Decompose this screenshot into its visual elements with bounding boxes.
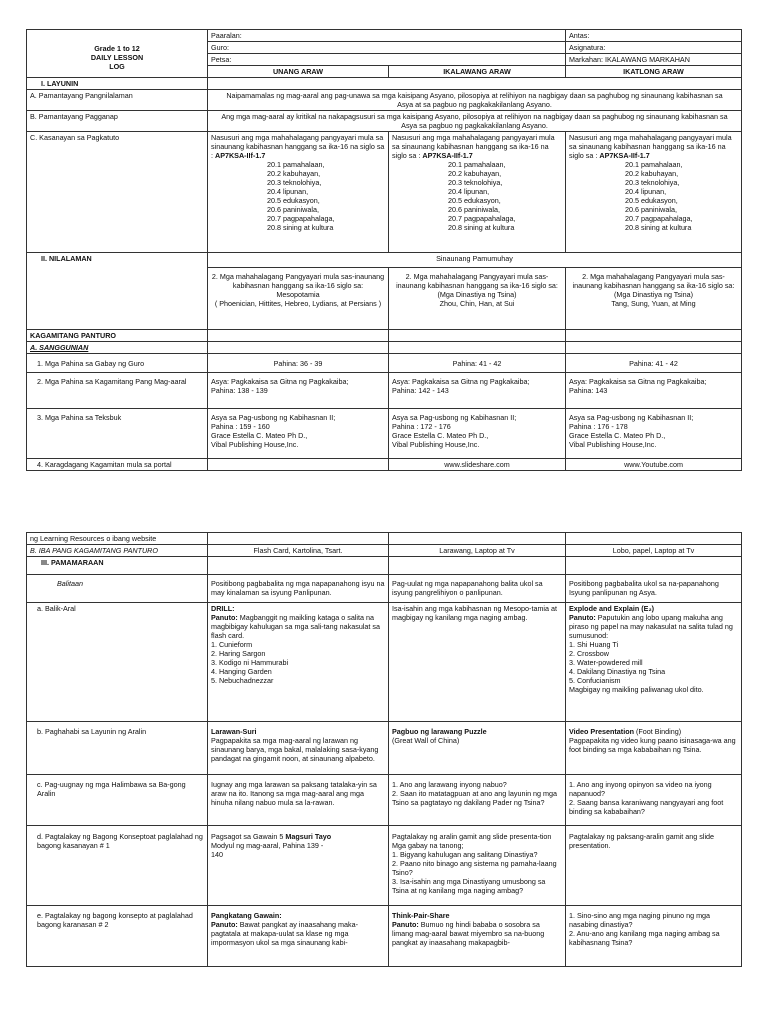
gawain-text: Pagsagot sa Gawain 5 [211, 832, 286, 841]
pamantayang-pangnilalaman-label: A. Pamantayang Pangnilalaman [27, 90, 208, 111]
nilalaman-heading: II. NILALAMAN [27, 253, 208, 330]
blank-cell [566, 557, 742, 575]
pagtalakay-1-day-3: Pagtalakay ng paksang-aralin gamit ang slide presentation. [566, 826, 742, 906]
list-item: 3. Kodigo ni Hammurabi [211, 658, 289, 667]
paghahabi-label: b. Paghahabi sa Layunin ng Aralin [27, 722, 208, 775]
kagamitan-heading: KAGAMITANG PANTURO [27, 330, 208, 342]
pamantayang-pagganap-text: Ang mga mag-aaral ay kritikal na nakapagsusuri sa mga kaisipang Asyano, pilosopiya at relihiyon na nagbigay daan sa paghubog ng sinaunang kabihasnan sa Asya sa pagbuo ng pagkakakilanlang Asyano. [208, 111, 742, 132]
balitaan-day-2: Pag-uulat ng mga napapanahong balita ukol sa isyung pangrelihiyon o panlipunan. [389, 575, 566, 603]
gabay-label: 1. Mga Pahina sa Gabay ng Guro [27, 354, 208, 373]
magsuri-tayo: Magsuri Tayo [285, 832, 332, 841]
paghahabi-day-3 [566, 722, 742, 775]
layunin-heading: I. LAYUNIN [27, 78, 208, 90]
dll-page-2 [26, 532, 741, 967]
video-presentation-text: Pagpapakita ng video kung paano isinasaga-wa ang foot binding sa mga kababaihan ng Tsina. [569, 736, 736, 754]
topic-item: 20.2 kabuhayan, [267, 169, 321, 178]
balik-aral-day-2: Isa-isahin ang mga kabihasnan ng Mesopo-tamia at magbigay ng kanilang mga naging ambag. [389, 603, 566, 722]
paghahabi-day-2 [389, 722, 566, 775]
list-item: 3. Water-powdered mill [569, 658, 643, 667]
title-line: DAILY LESSON [90, 52, 144, 62]
kasanayan-code: AP7KSA-IIf-1.7 [599, 151, 650, 160]
day-1-header: UNANG ARAW [208, 66, 389, 78]
iba-pang-day-1: Flash Card, Kartolina, Tsart. [208, 545, 389, 557]
puzzle-text: (Great Wall of China) [392, 736, 460, 745]
panuto-label: Panuto: [569, 613, 596, 622]
kagamitang-mag-aaral-day-1: Asya: Pagkakaisa sa Gitna ng Pagkakaiba; Pahina: 138 - 139 [208, 373, 389, 409]
paaralan-field: Paaralan: [208, 30, 566, 42]
gabay-day-3: Pahina: 41 - 42 [566, 354, 742, 373]
teksbuk-day-2: Asya sa Pag-usbong ng Kabihasnan II; Pahina : 172 - 176 Grace Estella C. Mateo Ph D., Vibal Publishing House,Inc. [389, 409, 566, 459]
pagtalakay-2-day-1 [208, 906, 389, 967]
title-line: Grade 1 to 12 [94, 43, 140, 53]
pangkatang-gawain-title: Pangkatang Gawain: [211, 911, 282, 920]
nilalaman-theme: Sinaunang Pamumuhay [208, 253, 742, 268]
blank-cell [389, 330, 566, 342]
pagtalakay-1-label: d. Pagtalakay ng Bagong Konseptoat paglalahad ng bagong kasanayan # 1 [27, 826, 208, 906]
dll-page-1 [26, 29, 741, 471]
kasanayan-intro: Nasusuri ang mga mahahalagang pangyayari mula sa sinaunang kabihasnan hanggang sa ika-16 na siglo sa : [211, 133, 385, 160]
kasanayan-topics [392, 160, 562, 232]
modyul-reference: Modyul ng mag-aaral, Pahina 139 - 140 [211, 841, 324, 859]
explode-explain-title: Explode and Explain (E₂) [569, 604, 655, 613]
topic-item: 20.7 pagpapahalaga, [267, 214, 335, 223]
karagdagan-day-3: www.Youtube.com [566, 459, 742, 471]
kasanayan-topics [569, 160, 738, 232]
topic-item: 20.1 pamahalaan, [448, 160, 506, 169]
balik-aral-label: a. Balik-Aral [27, 603, 208, 722]
explode-instructions [569, 613, 738, 640]
petsa-field: Petsa: [208, 54, 566, 66]
topic-item: 20.3 teknolohiya, [267, 178, 322, 187]
blank-cell [208, 533, 389, 545]
kagamitang-mag-aaral-label: 2. Mga Pahina sa Kagamitang Pang Mag-aaral [27, 373, 208, 409]
topic-item: 20.6 paniniwala, [625, 205, 677, 214]
pamantayang-pagganap-label: B. Pamantayang Pagganap [27, 111, 208, 132]
list-item: 4. Dakilang Dinastiya ng Tsina [569, 667, 666, 676]
teksbuk-day-1: Asya sa Pag-usbong ng Kabihasnan II; Pahina : 159 - 160 Grace Estella C. Mateo Ph D., Vibal Publishing House,Inc. [208, 409, 389, 459]
nilalaman-day-1: 2. Mga mahahalagang Pangyayari mula sas-inaunang kabihasnan hanggang sa ika-16 siglo sa: Mesopotamia ( Phoenician, Hittites, Hebreo, Lydians, at Persians ) [208, 268, 389, 330]
blank-cell [566, 330, 742, 342]
antas-field: Antas: [566, 30, 742, 42]
balitaan-day-3: Positibong pagbabalita ukol sa na-papanahong Isyung panlipunan ng Asya. [566, 575, 742, 603]
topic-item: 20.8 sining at kultura [448, 223, 515, 232]
portal-continued-label: ng Learning Resources o ibang website [27, 533, 208, 545]
topic-item: 20.5 edukasyon, [448, 196, 501, 205]
video-presentation-title: Video Presentation [569, 727, 634, 736]
balitaan-label: Balitaan [27, 575, 208, 603]
drill-title: DRILL: [211, 604, 235, 613]
dll-title [27, 30, 208, 78]
kagamitang-mag-aaral-day-2: Asya: Pagkakaisa sa Gitna ng Pagkakaiba; Pahina: 142 - 143 [389, 373, 566, 409]
paghahabi-day-1 [208, 722, 389, 775]
dll-table-page-1 [26, 29, 742, 471]
topic-item: 20.1 pamahalaan, [267, 160, 325, 169]
markahan-field: Markahan: IKALAWANG MARKAHAN [566, 54, 742, 66]
pagtalakay-2-day-2 [389, 906, 566, 967]
sanggunian-heading: A. SANGGUNIAN [27, 342, 208, 354]
iba-pang-day-3: Lobo, papel, Laptop at Tv [566, 545, 742, 557]
kasanayan-day-3 [566, 132, 742, 253]
blank-cell [208, 330, 389, 342]
kasanayan-day-2 [389, 132, 566, 253]
guro-field: Guro: [208, 42, 566, 54]
blank-cell [566, 342, 742, 354]
blank-cell [208, 557, 389, 575]
blank-cell [566, 533, 742, 545]
teksbuk-day-3: Asya sa Pag-usbong ng Kabihasnan II; Pahina : 176 - 178 Grace Estella C. Mateo Ph D., Vibal Publishing House,Inc. [566, 409, 742, 459]
asignatura-field: Asignatura: [566, 42, 742, 54]
topic-item: 20.5 edukasyon, [267, 196, 320, 205]
list-item: 1. Shi Huang Ti [569, 640, 619, 649]
kasanayan-label: C. Kasanayan sa Pagkatuto [27, 132, 208, 253]
iba-pang-label: B. IBA PANG KAGAMITANG PANTURO [27, 545, 208, 557]
pag-uugnay-label: c. Pag-uugnay ng mga Halimbawa sa Ba-gong Aralin [27, 775, 208, 826]
blank-cell [208, 342, 389, 354]
puzzle-title: Pagbuo ng larawang Puzzle [392, 727, 487, 736]
topic-item: 20.7 pagpapahalaga, [448, 214, 516, 223]
video-presentation-topic: (Foot Binding) [633, 727, 682, 736]
topic-item: 20.1 pamahalaan, [625, 160, 683, 169]
karagdagan-day-2: www.slideshare.com [389, 459, 566, 471]
panuto-text: Magbanggit ng maikling kataga o salita na magbibigay kahulugan sa mga sali-tang nakasulat sa flash card. [211, 613, 381, 640]
list-item: 1. Cunieform [211, 640, 253, 649]
topic-item: 20.8 sining at kultura [625, 223, 692, 232]
gabay-day-2: Pahina: 41 - 42 [389, 354, 566, 373]
kasanayan-intro: Nasusuri ang mga mahahalagang pangyayari mula sa sinaunang kabihasnan hanggang sa ika-16 na siglo sa : [569, 133, 732, 160]
karagdagan-day-1 [208, 459, 389, 471]
topic-item: 20.7 pagpapahalaga, [625, 214, 693, 223]
nilalaman-day-3: 2. Mga mahahalagang Pangyayari mula sas-inaunang kabihasnan hanggang sa ika-16 siglo sa: (Mga Dinastiya ng Tsina) Tang, Sung, Yuan, at Ming [566, 268, 742, 330]
dll-table-page-2 [26, 532, 742, 967]
topic-item: 20.3 teknolohiya, [625, 178, 680, 187]
pagtalakay-2-day-3: 1. Sino-sino ang mga naging pinuno ng mga nasabing dinastiya? 2. Anu-ano ang kanilang mga naging ambag sa kabihasnang Tsina? [566, 906, 742, 967]
gabay-day-1: Pahina: 36 - 39 [208, 354, 389, 373]
panuto-label: Panuto: [211, 920, 238, 929]
blank-cell [389, 557, 566, 575]
list-item: 5. Confucianism [569, 676, 621, 685]
topic-item: 20.6 paniniwala, [267, 205, 319, 214]
layunin-blank [208, 78, 742, 90]
pagtalakay-1-day-1 [208, 826, 389, 906]
title-line: LOG [109, 61, 125, 71]
balik-aral-day-1 [208, 603, 389, 722]
topic-item: 20.3 teknolohiya, [448, 178, 503, 187]
think-pair-share-title: Think-Pair-Share [392, 911, 450, 920]
kasanayan-code: AP7KSA-IIf-1.7 [422, 151, 473, 160]
pagtalakay-1-day-2: Pagtalakay ng aralin gamit ang slide presenta-tion Mga gabay na tanong; 1. Bigyang kahulugan ang salitang Dinastiya? 2. Paano nito binago ang sistema ng pamaha-laang Tsino? 3. Isa-isahin ang mga Dinastiyang umusbong sa Tsina at ng kanilang mga naging ambag? [389, 826, 566, 906]
topic-item: 20.6 paniniwala, [448, 205, 500, 214]
topic-item: 20.5 edukasyon, [625, 196, 678, 205]
day-2-header: IKALAWANG ARAW [389, 66, 566, 78]
karagdagan-label: 4. Karagdagang Kagamitan mula sa portal [27, 459, 208, 471]
panuto-text: Paputukin ang lobo upang makuha ang piraso ng papel na may nakasulat na salita tulad ng sumusunod: [569, 613, 733, 640]
iba-pang-day-2: Larawang, Laptop at Tv [389, 545, 566, 557]
topic-item: 20.4 lipunan, [448, 187, 490, 196]
drill-instructions [211, 613, 385, 640]
list-item: 2. Crossbow [569, 649, 609, 658]
larawan-suri-title: Larawan-Suri [211, 727, 257, 736]
balitaan-day-1: Positibong pagbabalita ng mga napapanahong isyu na may kinalaman sa isyung Panlipunan. [208, 575, 389, 603]
day-3-header: IKATLONG ARAW [566, 66, 742, 78]
list-item: 2. Haring Sargon [211, 649, 266, 658]
topic-item: 20.4 lipunan, [625, 187, 667, 196]
kasanayan-topics [211, 160, 385, 232]
list-item: Magbigay ng maikling paliwanag ukol dito. [569, 685, 704, 694]
kasanayan-intro: Nasusuri ang mga mahahalagang pangyayari mula sa sinaunang kabihasnan hanggang sa ika-16 na siglo sa : [392, 133, 555, 160]
pagtalakay-2-label: e. Pagtalakay ng bagong konsepto at paglalahad bagong karanasan # 2 [27, 906, 208, 967]
list-item: 4. Hanging Garden [211, 667, 272, 676]
pag-uugnay-day-1: Iugnay ang mga larawan sa paksang tatalaka-yin sa araw na ito. Itanong sa mga mag-aaral ang mga hinuha nilang nabuo mula sa la-rawan. [208, 775, 389, 826]
blank-cell [389, 533, 566, 545]
pamamaraan-heading: III. PAMAMARAAN [27, 557, 208, 575]
panuto-text: Bawat pangkat ay inaasahang maka-pagtatala at makapa-uulat sa klase ng mga impormasyon ukol sa mga sinaunang kabi- [211, 920, 359, 947]
kagamitang-mag-aaral-day-3: Asya: Pagkakaisa sa Gitna ng Pagkakaiba; Pahina: 143 [566, 373, 742, 409]
nilalaman-day-2: 2. Mga mahahalagang Pangyayari mula sas-inaunang kabihasnan hanggang sa ika-16 siglo sa: (Mga Dinastiya ng Tsina) Zhou, Chin, Han, at Sui [389, 268, 566, 330]
pag-uugnay-day-3: 1. Ano ang inyong opinyon sa video na iyong napanuod? 2. Saang bansa karaniwang nangyayari ang foot binding sa kababaihan? [566, 775, 742, 826]
topic-item: 20.2 kabuhayan, [448, 169, 502, 178]
pag-uugnay-day-2: 1. Ano ang larawang inyong nabuo? 2. Saan ito matatagpuan at ano ang layunin ng mga Tsino sa pagtatayo ng dakilang Pader ng Tsina? [389, 775, 566, 826]
pamantayang-pangnilalaman-text: Naipamamalas ng mag-aaral ang pag-unawa sa mga kaisipang Asyano, pilosopiya at relihiyon na nagbigay daan sa paghubog ng sinaunang kabihasnan sa Asya at sa pagbuo ng pagkakakilanlang Asyano. [208, 90, 742, 111]
panuto-label: Panuto: [392, 920, 419, 929]
list-item: 5. Nebuchadnezzar [211, 676, 274, 685]
balik-aral-day-3 [566, 603, 742, 722]
panuto-text: Bumuo ng hindi bababa o sosobra sa limang mag-aaral bawat miyembro sa na-buong pangkat ay inaasahang makapagbib- [392, 920, 545, 947]
topic-item: 20.2 kabuhayan, [625, 169, 679, 178]
kasanayan-day-1 [208, 132, 389, 253]
panuto-label: Panuto: [211, 613, 238, 622]
kasanayan-code: AP7KSA-IIf-1.7 [215, 151, 266, 160]
blank-cell [389, 342, 566, 354]
topic-item: 20.8 sining at kultura [267, 223, 334, 232]
larawan-suri-text: Pagpapakita sa mga mag-aaral ng larawan ng sinaunang barya, mga bakal, malalaking sasa-kyang pandagat na gingamit noon, at sinaunang alpabeto. [211, 736, 379, 763]
topic-item: 20.4 lipunan, [267, 187, 309, 196]
teksbuk-label: 3. Mga Pahina sa Teksbuk [27, 409, 208, 459]
